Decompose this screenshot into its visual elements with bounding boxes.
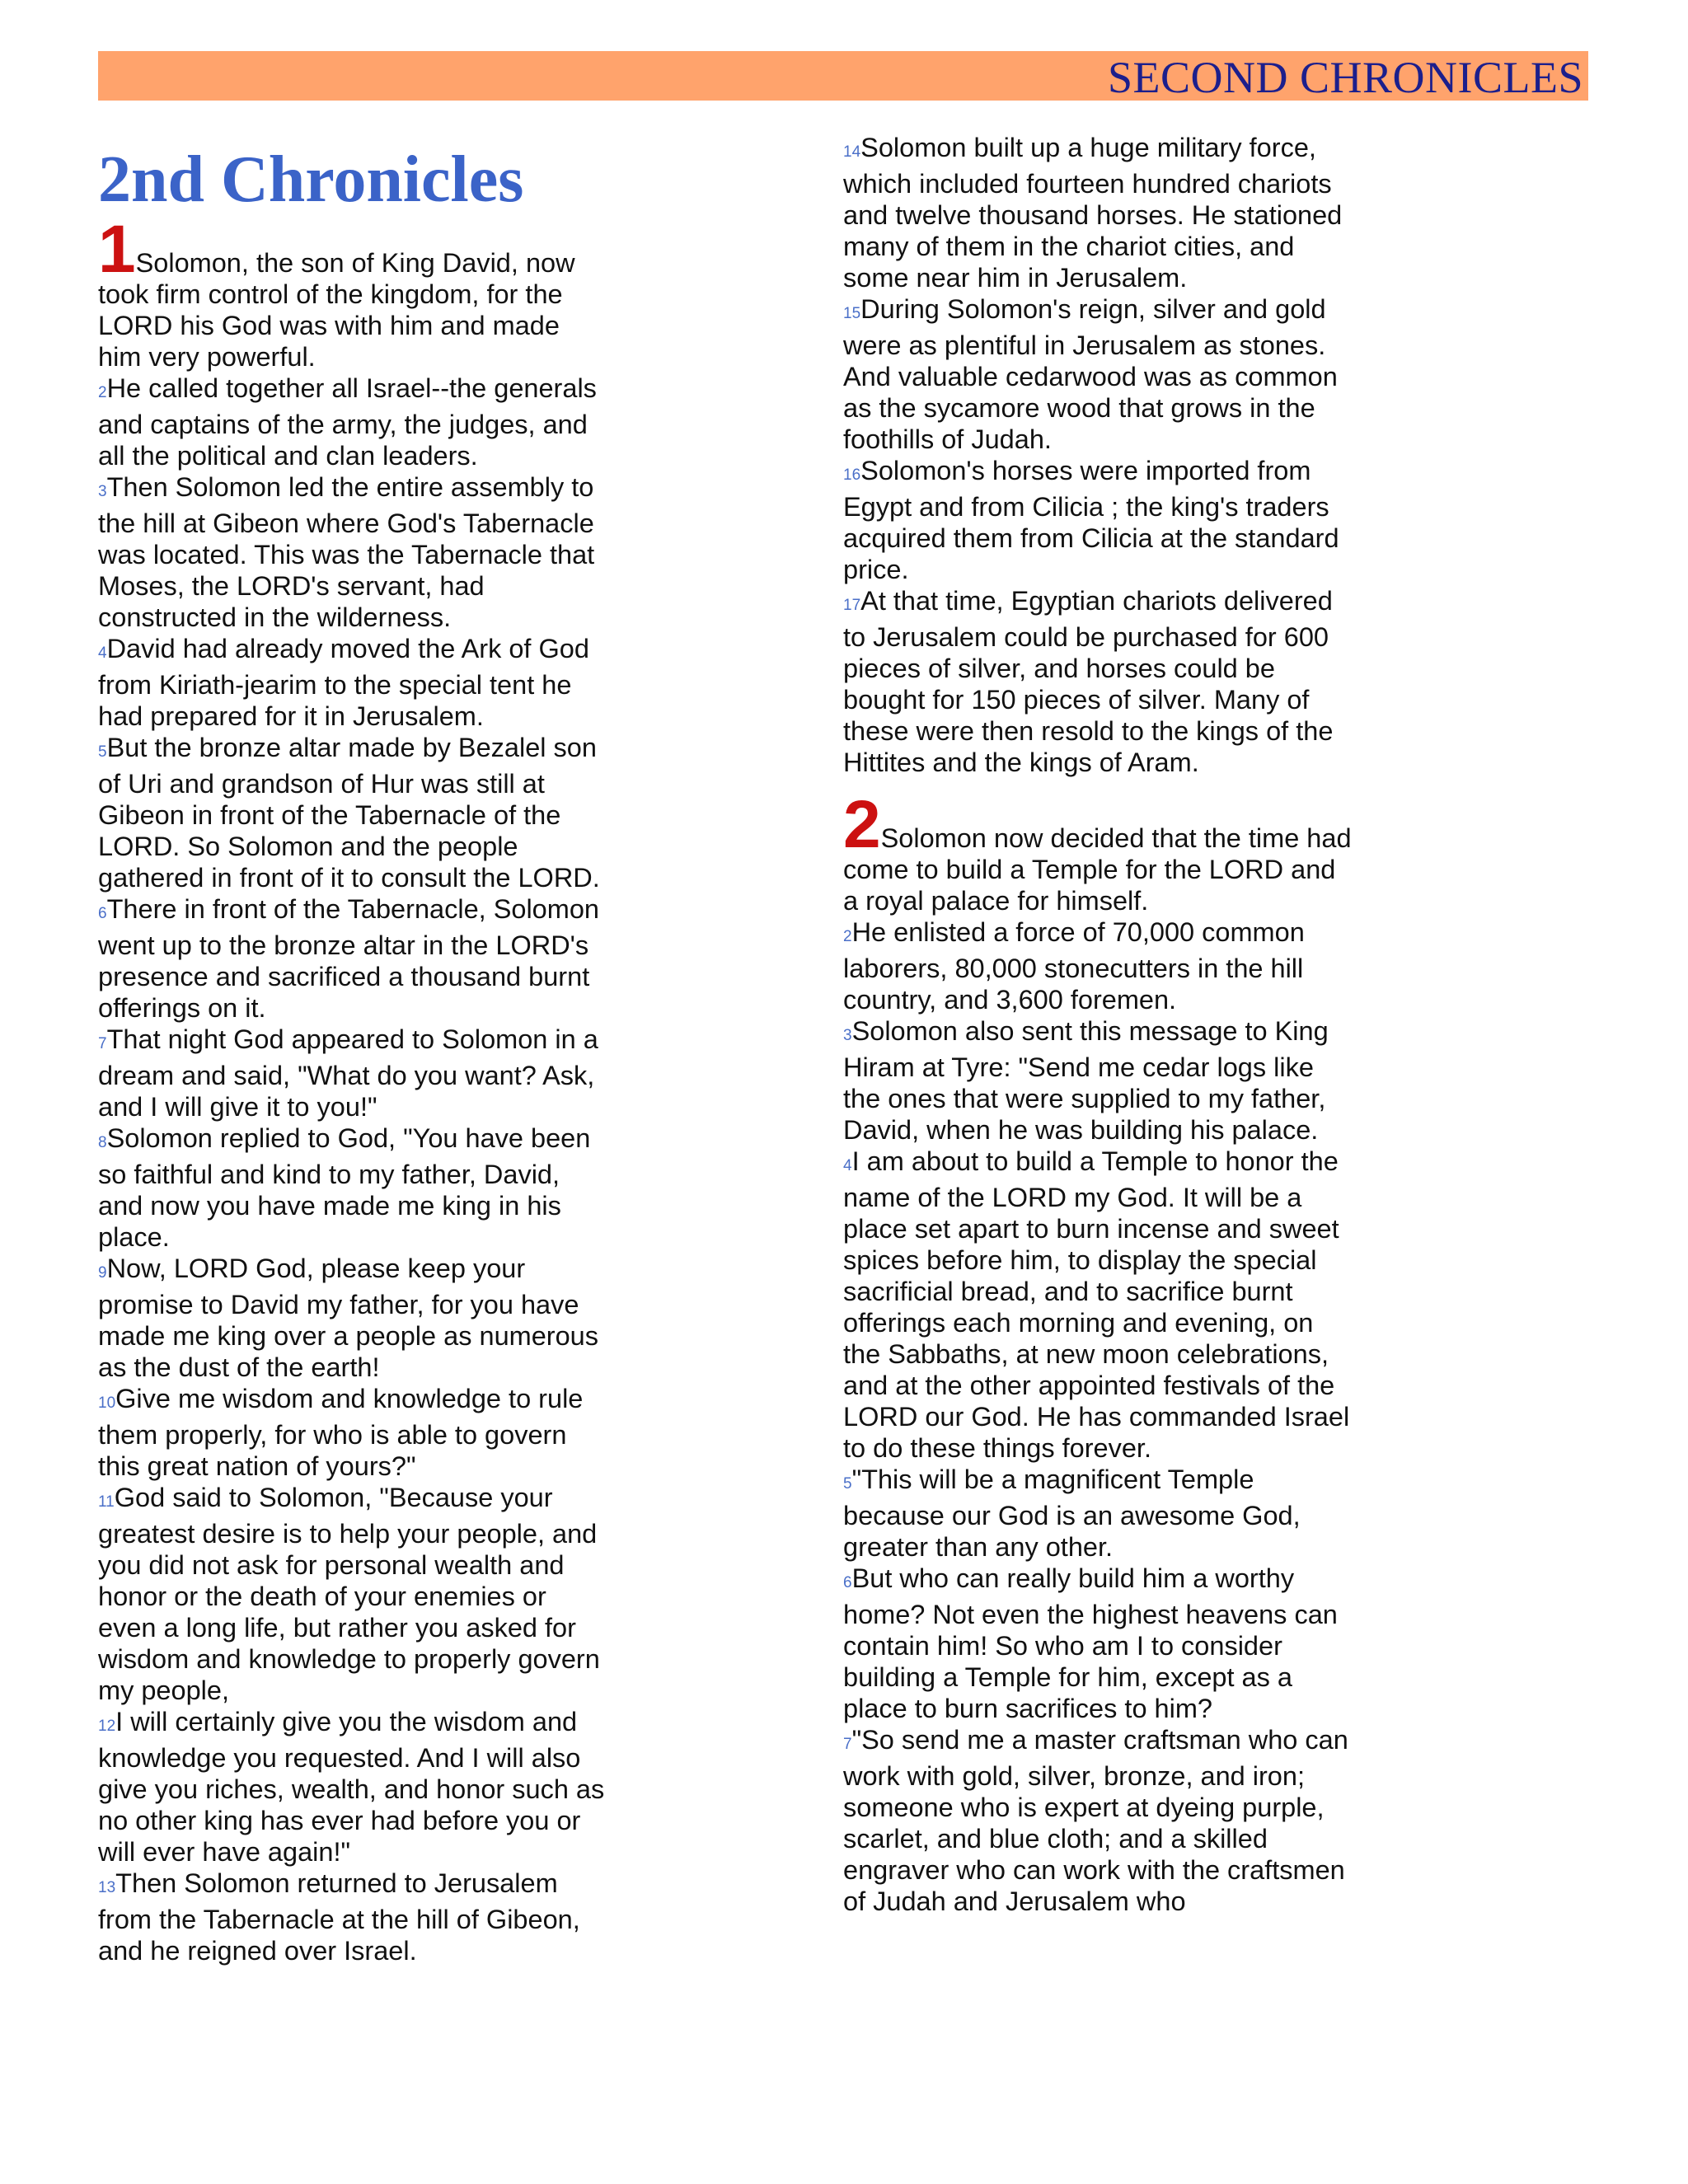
verse-number: 9 — [98, 1264, 107, 1282]
verse-2-1 — [843, 787, 1354, 916]
verse-number: 15 — [843, 305, 861, 322]
verse-text: But who can really build him a worthy home? Not even the highest heavens can contain him! So who am I to consider building a Temple for him, except as a place to burn sacrifices to him? — [843, 1563, 1338, 1723]
verse-text: Give me wisdom and knowledge to rule them properly, for who is able to govern this great nation of yours?" — [98, 1384, 584, 1481]
verse-2-3 — [843, 1015, 1354, 1146]
verse-number: 4 — [98, 644, 107, 662]
verse-text: At that time, Egyptian chariots delivered to Jerusalem could be purchased for 600 pieces of silver, and horses could be bought for 150 pieces of silver. Many of these were then resold to the kings of the Hittites and the kings of Aram. — [843, 586, 1334, 777]
verse-1-12 — [98, 1706, 609, 1868]
verse-number: 10 — [98, 1394, 116, 1412]
verse-2-7 — [843, 1724, 1354, 1917]
verse-1-15 — [843, 293, 1354, 455]
running-header-bar — [98, 51, 1588, 101]
verse-text: Solomon replied to God, "You have been so faithful and kind to my father, David, and now you have made me king in his place. — [98, 1123, 591, 1252]
verse-text: He called together all Israel--the generals and captains of the army, the judges, and all the political and clan leaders. — [98, 373, 597, 471]
verse-1-17 — [843, 585, 1354, 778]
verse-number: 6 — [843, 1574, 852, 1591]
verse-text: David had already moved the Ark of God from Kiriath-jearim to the special tent he had prepared for it in Jerusalem. — [98, 634, 589, 731]
verse-text: Solomon also sent this message to King Hiram at Tyre: "Send me cedar logs like the ones that were supplied to my father, David, when he was building his palace. — [843, 1016, 1329, 1145]
chapter-1 — [98, 212, 609, 1966]
verse-1-9 — [98, 1253, 609, 1383]
book-title: 2nd Chronicles — [98, 143, 524, 216]
chapter-number: 2 — [843, 787, 881, 862]
verse-text: That night God appeared to Solomon in a dream and said, "What do you want? Ask, and I will give it to you!" — [98, 1024, 598, 1122]
verse-1-6 — [98, 893, 609, 1024]
verse-text: "This will be a magnificent Temple because our God is an awesome God, greater than any other. — [843, 1465, 1301, 1562]
verse-text: Solomon's horses were imported from Egypt and from Cilicia ; the king's traders acquired them from Cilicia at the standard price. — [843, 456, 1339, 584]
running-header-title: SECOND CHRONICLES — [1107, 53, 1583, 102]
verse-number: 7 — [98, 1035, 107, 1052]
verse-text: Now, LORD God, please keep your promise to David my father, for you have made me king over a people as numerous as the dust of the earth! — [98, 1254, 599, 1382]
verse-number: 3 — [98, 483, 107, 500]
verse-1-5 — [98, 732, 609, 893]
verse-1-8 — [98, 1122, 609, 1253]
right-column — [843, 132, 1354, 1917]
verse-text: I will certainly give you the wisdom and knowledge you requested. And I will also give you riches, wealth, and honor such as no other king has ever had before you or will ever have again!" — [98, 1707, 605, 1867]
verse-number: 13 — [98, 1879, 116, 1896]
verse-text: There in front of the Tabernacle, Solomon went up to the bronze altar in the LORD's presence and sacrificed a thousand burnt offerings on it. — [98, 894, 599, 1023]
verse-number: 6 — [98, 905, 107, 922]
verse-1-2 — [98, 373, 609, 471]
verse-text: "So send me a master craftsman who can work with gold, silver, bronze, and iron; someone who is expert at dyeing purple, scarlet, and blue cloth; and a skilled engraver who can work with the craftsmen of Judah and Jerusalem who — [843, 1725, 1348, 1916]
verse-text: During Solomon's reign, silver and gold were as plentiful in Jerusalem as stones. And valuable cedarwood was as common as the sycamore wood that grows in the foothills of Judah. — [843, 294, 1338, 454]
verse-2-6 — [843, 1563, 1354, 1724]
verse-number: 17 — [843, 597, 861, 614]
verse-number: 2 — [98, 384, 107, 401]
verse-1-14 — [843, 132, 1354, 293]
verse-2-4 — [843, 1146, 1354, 1464]
verse-2-2 — [843, 916, 1354, 1015]
verse-text: Solomon built up a huge military force, which included fourteen hundred chariots and twelve thousand horses. He stationed many of them in the chariot cities, and some near him in Jerusalem. — [843, 133, 1343, 293]
verse-text: Solomon, the son of King David, now took firm control of the kingdom, for the LORD his God was with him and made him very powerful. — [98, 248, 575, 372]
verse-1-11 — [98, 1482, 609, 1706]
verse-1-13 — [98, 1868, 609, 1966]
chapter-number: 1 — [98, 212, 136, 287]
verse-text: Then Solomon led the entire assembly to the hill at Gibeon where God's Tabernacle was located. This was the Tabernacle that Moses, the LORD's servant, had constructed in the wilderness. — [98, 472, 595, 632]
verse-1-3 — [98, 471, 609, 633]
verse-number: 12 — [98, 1718, 116, 1735]
verse-number: 4 — [843, 1157, 852, 1174]
verse-text: He enlisted a force of 70,000 common laborers, 80,000 stonecutters in the hill country, and 3,600 foremen. — [843, 917, 1305, 1015]
verse-1-10 — [98, 1383, 609, 1482]
verse-number: 5 — [98, 743, 107, 761]
chapter-1-continued — [843, 132, 1354, 778]
verse-number: 2 — [843, 928, 852, 945]
verse-number: 16 — [843, 466, 861, 484]
verse-text: I am about to build a Temple to honor the name of the LORD my God. It will be a place set apart to burn incense and sweet spices before him, to display the special sacrificial bread, and to sacrifice burnt offerings each morning and evening, on the Sabbaths, at new moon celebrations, and at the other appointed festivals of the LORD our God. He has commanded Israel to do these things forever. — [843, 1146, 1350, 1463]
verse-number: 11 — [98, 1493, 115, 1511]
verse-number: 5 — [843, 1475, 852, 1493]
verse-1-1 — [98, 212, 609, 373]
verse-1-4 — [98, 633, 609, 732]
verse-text: Then Solomon returned to Jerusalem from the Tabernacle at the hill of Gibeon, and he reigned over Israel. — [98, 1868, 580, 1966]
verse-text: But the bronze altar made by Bezalel son of Uri and grandson of Hur was still at Gibeon in front of the Tabernacle of the LORD. So Solomon and the people gathered in front of it to consult the LORD. — [98, 733, 600, 893]
verse-number: 3 — [843, 1027, 852, 1044]
verse-1-16 — [843, 455, 1354, 585]
left-column — [98, 132, 609, 1966]
chapter-2 — [843, 787, 1354, 1917]
verse-number: 14 — [843, 143, 861, 161]
verse-text: God said to Solomon, "Because your greatest desire is to help your people, and you did not ask for personal wealth and honor or the death of your enemies or even a long life, but rather you asked for wisdom and knowledge to properly govern my people, — [98, 1483, 600, 1705]
verse-number: 7 — [843, 1736, 852, 1753]
verse-1-7 — [98, 1024, 609, 1122]
verse-text: Solomon now decided that the time had come to build a Temple for the LORD and a royal palace for himself. — [843, 823, 1352, 916]
verse-2-5 — [843, 1464, 1354, 1563]
verse-number: 8 — [98, 1134, 107, 1151]
